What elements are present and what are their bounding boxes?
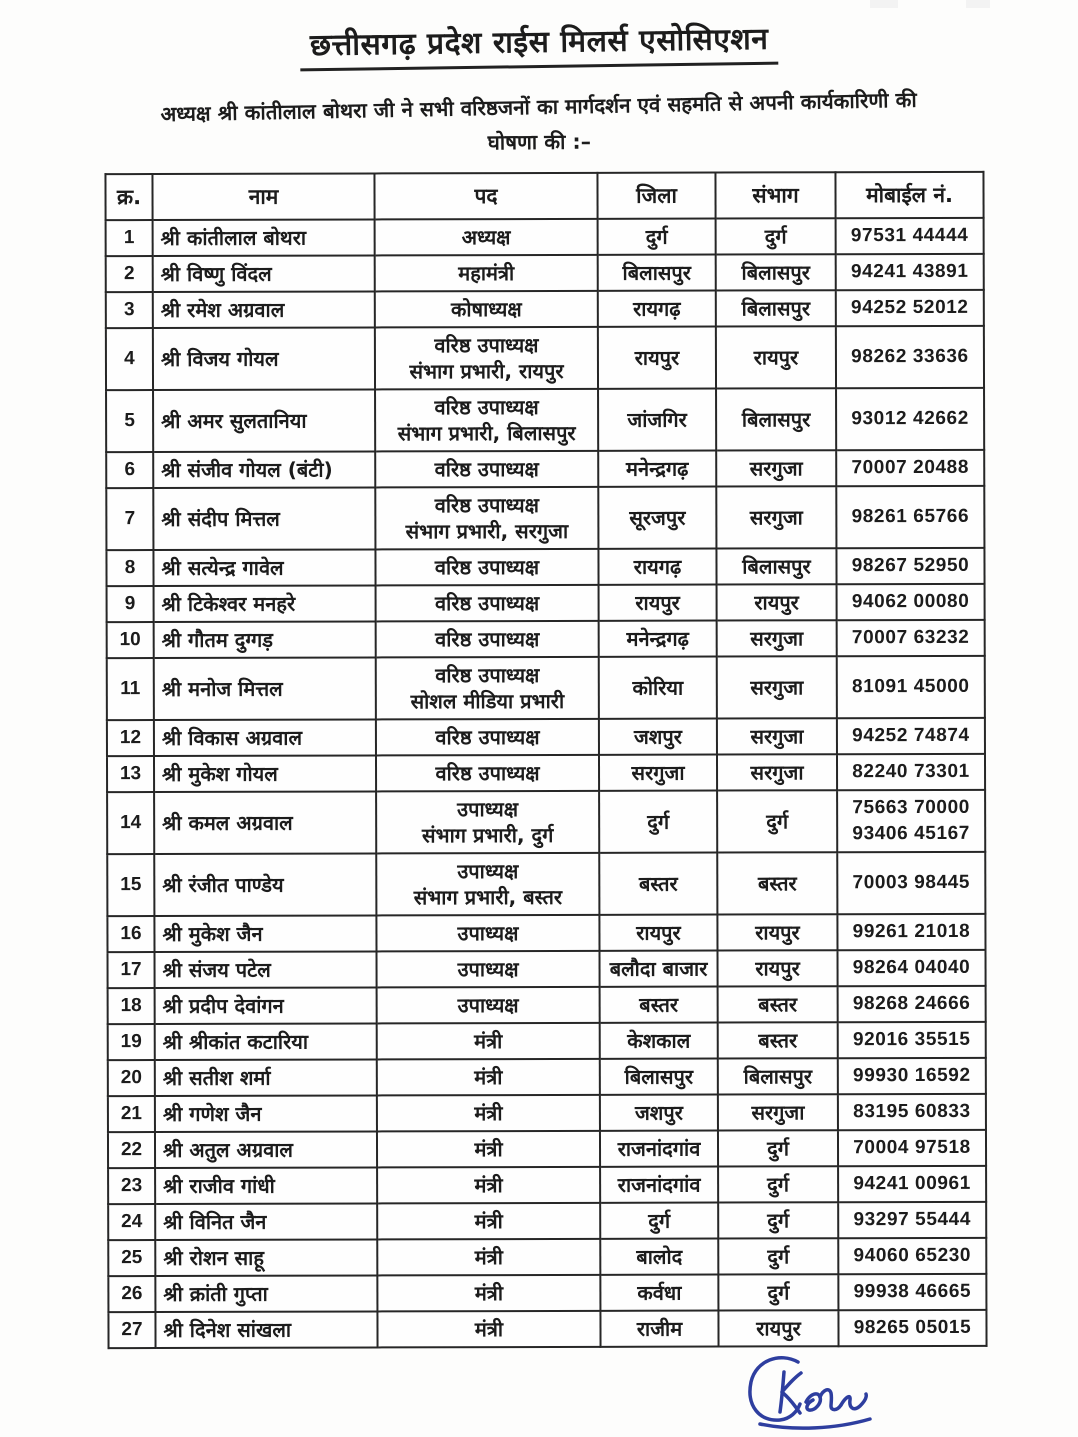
cell-division: दुर्ग	[717, 790, 837, 852]
cell-mobile: 70007 63232	[837, 620, 985, 656]
page-title: छत्तीसगढ़ प्रदेश राईस मिलर्स एसोसिएशन	[299, 17, 778, 72]
cell-mobile: 98268 24666	[838, 986, 986, 1022]
table-row	[106, 290, 984, 328]
cell-mobile: 93297 55444	[838, 1202, 986, 1238]
cell-district: जशपुर	[599, 719, 717, 755]
cell-mobile: 82240 73301	[837, 754, 985, 790]
cell-serial: 3	[106, 292, 153, 328]
cell-district: कोरिया	[599, 657, 717, 719]
cell-mobile: 70004 97518	[838, 1130, 986, 1166]
table-row	[108, 1130, 986, 1168]
scan-artifact	[870, 0, 898, 8]
cell-division: सरगुजा	[716, 450, 836, 486]
cell-mobile: 93012 42662	[836, 388, 984, 450]
cell-name: श्री दिनेश सांखला	[155, 1311, 377, 1348]
cell-mobile: 94060 65230	[838, 1238, 986, 1274]
cell-name: श्री संदीप मित्तल	[153, 487, 375, 550]
table-row	[107, 718, 985, 756]
cell-district: रायपुर	[599, 915, 717, 951]
table-row	[106, 326, 984, 390]
cell-post: उपाध्यक्ष	[377, 987, 600, 1024]
cell-name: श्री राजीव गांधी	[155, 1167, 377, 1204]
cell-mobile: 99261 21018	[837, 914, 985, 950]
cell-post: उपाध्यक्ष	[376, 915, 599, 952]
cell-division: बिलासपुर	[716, 290, 836, 326]
cell-serial: 2	[106, 256, 153, 292]
cell-serial: 24	[108, 1204, 155, 1240]
cell-name: श्री अतुल अग्रवाल	[155, 1131, 377, 1168]
cell-district: मनेन्द्रगढ़	[599, 621, 717, 657]
cell-name: श्री विष्णु विंदल	[153, 255, 375, 292]
cell-post: वरिष्ठ उपाध्यक्ष	[376, 719, 599, 756]
cell-district: दुर्ग	[598, 219, 716, 255]
table-row	[108, 1238, 986, 1276]
cell-division: सरगुजा	[717, 620, 837, 656]
subtitle-line-1: अध्यक्ष श्री कांतीलाल बोथरा जी ने सभी वरिष्ठजनों का मार्गदर्शन एवं सहमति से अपनी कार्यकारिणी की	[160, 87, 917, 127]
column-header-2: पद	[374, 173, 597, 220]
cell-post: वरिष्ठ उपाध्यक्ष	[376, 585, 599, 622]
column-header-0: क्र.	[105, 174, 152, 220]
table-row	[106, 548, 984, 586]
cell-serial: 9	[107, 586, 154, 622]
cell-district: बिलासपुर	[598, 255, 716, 291]
cell-name: श्री रोशन साहू	[155, 1239, 377, 1276]
table-body	[106, 218, 987, 1348]
cell-mobile: 98262 33636	[836, 326, 984, 388]
cell-mobile: 94062 00080	[837, 584, 985, 620]
cell-post: मंत्री	[377, 1275, 600, 1312]
table-row	[106, 486, 984, 550]
cell-division: दुर्ग	[718, 1166, 838, 1202]
cell-name: श्री कमल अग्रवाल	[154, 791, 376, 854]
cell-post: वरिष्ठ उपाध्यक्ष	[376, 621, 599, 658]
cell-name: श्री मुकेश गोयल	[154, 755, 376, 792]
cell-district: जशपुर	[600, 1095, 718, 1131]
cell-post: वरिष्ठ उपाध्यक्ष संभाग प्रभारी, सरगुजा	[375, 487, 598, 550]
table-row	[108, 950, 986, 988]
cell-district: रायपुर	[599, 585, 717, 621]
cell-serial: 21	[108, 1096, 155, 1132]
cell-district: केशकाल	[600, 1023, 718, 1059]
scan-artifact	[966, 0, 990, 8]
cell-name: श्री मनोज मित्तल	[154, 657, 376, 720]
cell-mobile: 98261 65766	[836, 486, 984, 548]
cell-serial: 5	[106, 390, 153, 452]
cell-mobile: 97531 44444	[836, 218, 984, 254]
cell-mobile: 92016 35515	[838, 1022, 986, 1058]
cell-name: श्री गणेश जैन	[155, 1095, 377, 1132]
cell-district: बस्तर	[600, 987, 718, 1023]
cell-name: श्री क्रांती गुप्ता	[155, 1275, 377, 1312]
cell-mobile: 70007 20488	[836, 450, 984, 486]
table-row	[106, 218, 984, 256]
cell-post: वरिष्ठ उपाध्यक्ष	[375, 549, 598, 586]
cell-post: उपाध्यक्ष संभाग प्रभारी, बस्तर	[376, 853, 599, 916]
cell-mobile: 98267 52950	[836, 548, 984, 584]
document-subtitle	[78, 81, 999, 168]
cell-mobile: 83195 60833	[838, 1094, 986, 1130]
cell-serial: 1	[106, 220, 153, 256]
cell-serial: 27	[108, 1312, 155, 1348]
cell-name: श्री टिकेश्वर मनहरे	[154, 585, 376, 622]
cell-serial: 17	[108, 952, 155, 988]
cell-district: दुर्ग	[599, 791, 717, 853]
cell-district: कर्वधा	[600, 1275, 718, 1311]
cell-post: कोषाध्यक्ष	[375, 291, 598, 328]
cell-division: दुर्ग	[718, 1202, 838, 1238]
cell-name: श्री कांतीलाल बोथरा	[153, 219, 375, 256]
cell-district: बलौदा बाजार	[599, 951, 717, 987]
cell-post: मंत्री	[377, 1095, 600, 1132]
cell-name: श्री प्रदीप देवांगन	[155, 987, 377, 1024]
table-row	[108, 1094, 986, 1132]
cell-post: वरिष्ठ उपाध्यक्ष	[376, 755, 599, 792]
cell-serial: 12	[107, 720, 154, 756]
cell-post: मंत्री	[377, 1203, 600, 1240]
cell-post: वरिष्ठ उपाध्यक्ष सोशल मीडिया प्रभारी	[376, 657, 599, 720]
table-row	[107, 852, 985, 916]
cell-division: रायपुर	[717, 914, 837, 950]
table-row	[107, 790, 985, 854]
cell-district: बालोद	[600, 1239, 718, 1275]
table-row	[107, 914, 985, 952]
cell-serial: 4	[106, 328, 153, 390]
cell-serial: 14	[107, 792, 154, 854]
table-row	[108, 986, 986, 1024]
cell-mobile: 75663 70000 93406 45167	[837, 790, 985, 852]
table-header-row	[105, 172, 983, 220]
cell-serial: 18	[108, 988, 155, 1024]
cell-serial: 11	[107, 658, 154, 720]
cell-serial: 8	[106, 550, 153, 586]
cell-serial: 22	[108, 1132, 155, 1168]
table-row	[106, 450, 984, 488]
cell-serial: 6	[106, 452, 153, 488]
cell-serial: 10	[107, 622, 154, 658]
column-header-1: नाम	[152, 173, 374, 220]
table-row	[107, 620, 985, 658]
cell-post: वरिष्ठ उपाध्यक्ष संभाग प्रभारी, रायपुर	[375, 327, 598, 390]
cell-name: श्री संजीव गोयल (बंटी)	[153, 451, 375, 488]
cell-name: श्री गौतम दुग्गड़	[154, 621, 376, 658]
cell-mobile: 81091 45000	[837, 656, 985, 718]
subtitle-line-2: घोषणा की :–	[487, 129, 592, 155]
cell-district: राजनांदगांव	[600, 1131, 718, 1167]
cell-division: दुर्ग	[718, 1238, 838, 1274]
column-header-3: जिला	[597, 173, 715, 219]
cell-division: बिलासपुर	[716, 254, 836, 290]
cell-division: बस्तर	[718, 1022, 838, 1058]
cell-district: राजीम	[600, 1311, 718, 1347]
cell-division: बस्तर	[717, 852, 837, 914]
cell-division: बिलासपुर	[716, 548, 836, 584]
cell-post: महामंत्री	[375, 255, 598, 292]
cell-division: बस्तर	[718, 986, 838, 1022]
cell-mobile: 70003 98445	[837, 852, 985, 914]
column-header-5: मोबाईल नं.	[835, 172, 983, 218]
cell-post: मंत्री	[377, 1239, 600, 1276]
cell-district: मनेन्द्रगढ़	[598, 451, 716, 487]
cell-division: दुर्ग	[718, 1274, 838, 1310]
cell-post: मंत्री	[377, 1167, 600, 1204]
cell-serial: 13	[107, 756, 154, 792]
cell-district: रायगढ़	[598, 549, 716, 585]
table-row	[108, 1202, 986, 1240]
cell-division: बिलासपुर	[716, 388, 836, 450]
cell-district: दुर्ग	[600, 1203, 718, 1239]
table-row	[107, 656, 985, 720]
cell-post: मंत्री	[377, 1311, 600, 1348]
cell-serial: 7	[106, 488, 153, 550]
cell-mobile: 94252 74874	[837, 718, 985, 754]
cell-name: श्री विकास अग्रवाल	[154, 719, 376, 756]
table-row	[106, 388, 984, 452]
cell-post: मंत्री	[377, 1023, 600, 1060]
cell-post: अध्यक्ष	[375, 219, 598, 256]
members-table	[104, 171, 987, 1349]
handwritten-signature	[732, 1352, 922, 1437]
signature-ink	[732, 1352, 922, 1437]
cell-name: श्री विजय गोयल	[153, 327, 375, 390]
cell-division: दुर्ग	[718, 1130, 838, 1166]
table-row	[108, 1310, 986, 1348]
cell-serial: 25	[108, 1240, 155, 1276]
cell-name: श्री सत्येन्द्र गावेल	[153, 549, 375, 586]
cell-name: श्री विनित जैन	[155, 1203, 377, 1240]
cell-name: श्री मुकेश जैन	[154, 915, 376, 952]
cell-district: सरगुजा	[599, 755, 717, 791]
document-header	[0, 20, 1078, 160]
cell-serial: 15	[107, 854, 154, 916]
cell-district: जांजगिर	[598, 389, 716, 451]
cell-name: श्री रमेश अग्रवाल	[153, 291, 375, 328]
cell-division: सरगुजा	[717, 718, 837, 754]
cell-post: मंत्री	[377, 1131, 600, 1168]
cell-division: रायपुर	[718, 1310, 838, 1346]
cell-mobile: 94241 43891	[836, 254, 984, 290]
cell-mobile: 94241 00961	[838, 1166, 986, 1202]
cell-name: श्री संजय पटेल	[155, 951, 377, 988]
cell-division: सरगुजा	[718, 1094, 838, 1130]
table-row	[108, 1022, 986, 1060]
table-row	[106, 254, 984, 292]
table-row	[107, 584, 985, 622]
cell-division: रायपुर	[717, 950, 837, 986]
cell-name: श्री अमर सुलतानिया	[153, 389, 375, 452]
cell-mobile: 98264 04040	[837, 950, 985, 986]
cell-mobile: 98265 05015	[838, 1310, 986, 1346]
table-row	[107, 754, 985, 792]
cell-mobile: 99930 16592	[838, 1058, 986, 1094]
cell-district: सूरजपुर	[598, 487, 716, 549]
table-row	[108, 1274, 986, 1312]
cell-division: रायपुर	[716, 326, 836, 388]
cell-name: श्री सतीश शर्मा	[155, 1059, 377, 1096]
cell-serial: 23	[108, 1168, 155, 1204]
cell-division: सरगुजा	[716, 486, 836, 548]
cell-name: श्री रंजीत पाण्डेय	[154, 853, 376, 916]
cell-post: वरिष्ठ उपाध्यक्ष	[375, 451, 598, 488]
cell-division: बिलासपुर	[718, 1058, 838, 1094]
cell-mobile: 99938 46665	[838, 1274, 986, 1310]
cell-post: मंत्री	[377, 1059, 600, 1096]
cell-post: वरिष्ठ उपाध्यक्ष संभाग प्रभारी, बिलासपुर	[375, 389, 598, 452]
cell-division: सरगुजा	[717, 656, 837, 718]
cell-district: रायगढ़	[598, 291, 716, 327]
cell-district: राजनांदगांव	[600, 1167, 718, 1203]
cell-division: दुर्ग	[716, 218, 836, 254]
cell-name: श्री श्रीकांत कटारिया	[155, 1023, 377, 1060]
cell-division: रायपुर	[717, 584, 837, 620]
column-header-4: संभाग	[715, 172, 835, 218]
cell-serial: 20	[108, 1060, 155, 1096]
cell-post: उपाध्यक्ष संभाग प्रभारी, दुर्ग	[376, 791, 599, 854]
cell-district: रायपुर	[598, 327, 716, 389]
cell-mobile: 94252 52012	[836, 290, 984, 326]
table-row	[108, 1166, 986, 1204]
cell-serial: 16	[107, 916, 154, 952]
cell-division: सरगुजा	[717, 754, 837, 790]
table-row	[108, 1058, 986, 1096]
cell-district: बस्तर	[599, 853, 717, 915]
cell-serial: 26	[108, 1276, 155, 1312]
cell-post: उपाध्यक्ष	[377, 951, 600, 988]
cell-serial: 19	[108, 1024, 155, 1060]
cell-district: बिलासपुर	[600, 1059, 718, 1095]
